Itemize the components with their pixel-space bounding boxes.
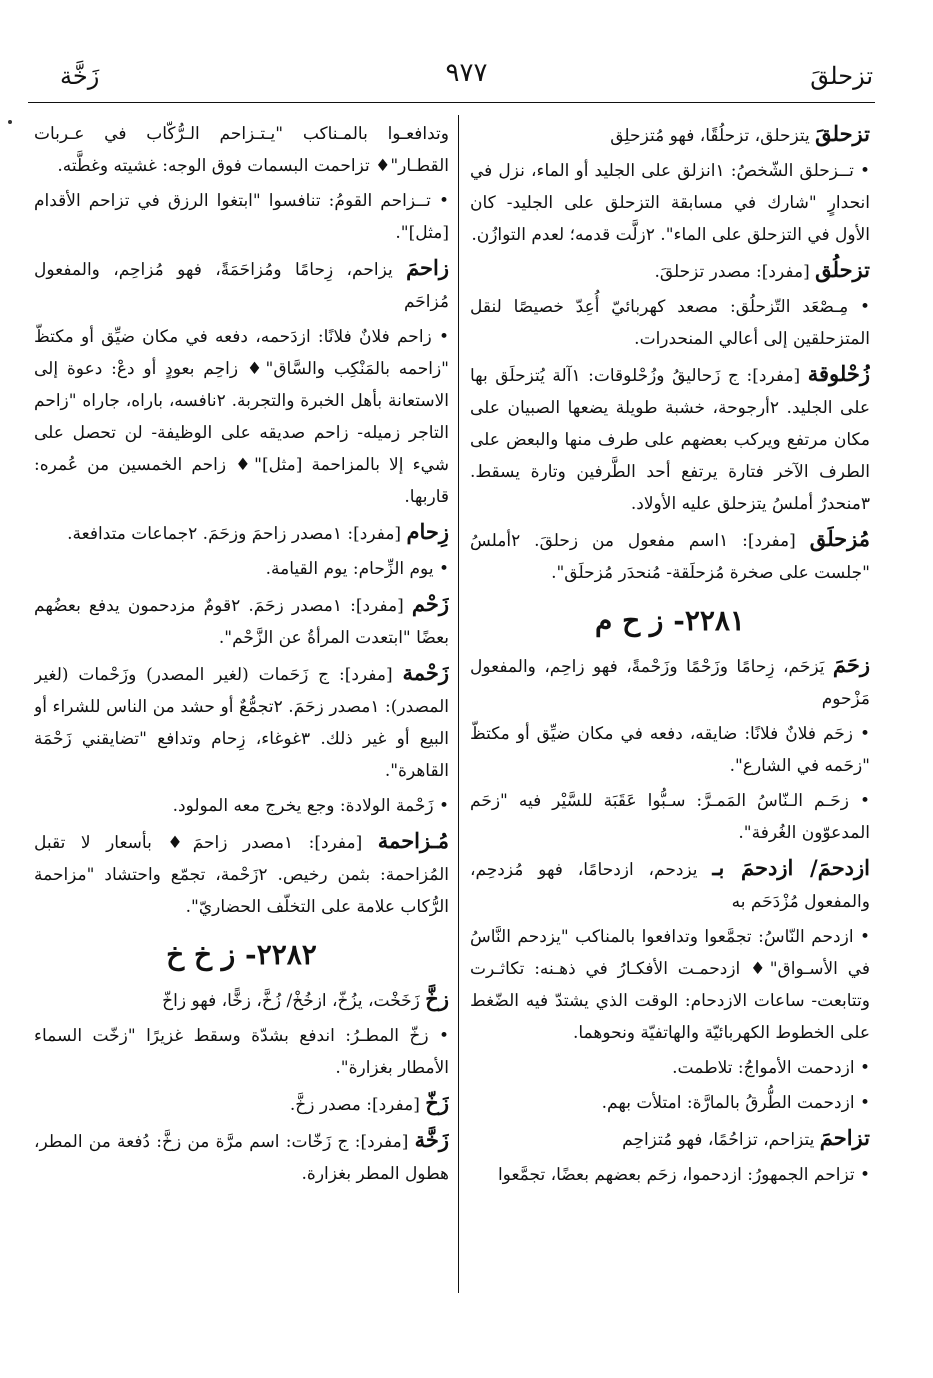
entry-text: • زحَم فلانٌ فلانًا: ضايقه، دفعه في مكان ضيِّق أو مكتظّ "زحَمه في الشارع". — [470, 724, 870, 776]
entry-text: [مفرد]: مصدر تزحلقَ. — [654, 262, 816, 282]
dictionary-entry — [470, 649, 870, 715]
dictionary-entry — [470, 1159, 870, 1191]
headword: زِحام — [406, 519, 449, 544]
dictionary-entry — [34, 1020, 449, 1084]
dictionary-entry — [470, 291, 870, 355]
dictionary-entry — [470, 1122, 870, 1156]
headword: تزحلُق — [815, 257, 870, 282]
dictionary-entry — [34, 1087, 449, 1121]
entry-text: • زحَـم الـنّاسُ المَمـرَّ: سـبُّوا عَقَبَة للسَّيْر فيه "زحَم المدعوّون الغُرفة". — [470, 791, 870, 843]
page-number: ٩٧٧ — [445, 58, 488, 88]
entry-text: • ازدحم النّاسُ: تجمَّعوا وتدافعوا بالمناكب "يزدحم النَّاسُ في الأسـواق"♦ ازدحمـت الأفكـارُ في ذهـنه: تكاثـرت وتتابعت- ساعات الازدحام: الوقت الذي يشتدّ فيه الضّغط على الخطوط الكهربائيّة والهاتفيّة ونحوهما. — [470, 927, 870, 1043]
entry-text: [مفرد]: ١مصدر زاحمَ وزحَمَ. ٢جماعات متدافعة. — [67, 524, 407, 544]
dictionary-entry — [470, 118, 870, 152]
headword: مُزحلَق — [809, 526, 870, 551]
dictionary-entry — [34, 321, 449, 513]
entry-text: وتدافعـوا بالمـناكب "يـتـزاحم الـرُّكّاب في عـربات القطـار"♦ تزاحمت البسمات فوق الوجه: غشيته وغطَّته. — [34, 124, 449, 176]
entry-text: • تــزحلق الشّخصُ: ١انزلق على الجليد أو الماء، نزل في انحدارٍ "شارك في مسابقة التزحلق على الجليد- كان الأول في التزحلق على الماء". ٢زلَّت قدمه؛ لعدم التوازُن. — [470, 161, 870, 245]
dictionary-entry — [34, 553, 449, 585]
dictionary-entry — [34, 118, 449, 182]
dictionary-entry — [34, 825, 449, 923]
headword: تزاحمَ — [819, 1125, 870, 1150]
section-heading: ٢٢٨٢- ز خ خ — [166, 938, 317, 971]
guide-word-left: زَخَّة — [60, 62, 100, 90]
headword: زخَّ — [425, 986, 449, 1011]
entry-text: • ازدحمت الأمواجُ: تلاطمت. — [672, 1058, 870, 1078]
dictionary-entry — [470, 358, 870, 520]
headword: زاحمَ — [406, 255, 449, 280]
headword: زُحْلوقة — [807, 361, 870, 386]
headword: زَحْم — [411, 591, 449, 616]
headword: تزحلقَ — [815, 121, 870, 146]
entry-text: يزاحم، زِحامًا ومُزاحَمَةً، فهو مُزاحِم، والمفعول مُزاحَم — [34, 260, 449, 312]
headword: ازدحمَ/ ازدحمَ بـ — [712, 855, 870, 880]
headword: مُـزاحمة — [377, 828, 449, 853]
dictionary-entry — [34, 1124, 449, 1190]
entry-text: • تزاحم الجمهورُ: ازدحموا، زحَم بعضهم بعضًا، تجمَّعوا — [497, 1165, 870, 1185]
dictionary-entry — [470, 1087, 870, 1119]
dictionary-entry — [470, 1052, 870, 1084]
entry-text: • زخّ المطـرُ: اندفع بشدّة وسقط غزيرًا "زخّت السماء الأمطار بغزارة". — [34, 1026, 449, 1078]
entry-text: يتزحلق، تزحلُقًا، فهو مُتزحلِق — [610, 126, 816, 146]
headword: زَخَّة — [414, 1127, 449, 1152]
headword: زَخّ — [425, 1090, 449, 1115]
entry-text: • يوم الزِّحام: يوم القيامة. — [265, 559, 449, 579]
dictionary-entry — [470, 523, 870, 589]
entry-text: • ازدحمت الطُّرقُ بالمارَّة: امتلأت بهم. — [601, 1093, 870, 1113]
entry-text: يزدحم، ازدحامًا، فهو مُزدحِم، والمفعول مُزْدَحَم به — [470, 860, 870, 912]
dictionary-entry — [34, 516, 449, 550]
page-header — [0, 0, 933, 105]
headword: زَحْمة — [402, 660, 449, 685]
entry-text: [مفرد]: ج زَحاليقُ وزُحْلوقات: ١آلة يُتزحلَق بها على الجليد. ٢أرجوحة، خشبة طويلة يضعها الصبيان على مكان مرتفع ويركب بعضهم على طرف منها والبعض على الطرف الآخر فتارة يرتفع أحد الطَّرفين وتارة يسقط. ٣منحدرٌ أملسُ يتزحلق عليه الأولاد. — [470, 366, 870, 514]
right-column — [470, 118, 870, 1290]
header-rule — [28, 102, 875, 103]
entry-text: • مِـصْعَد التّزحلُق: مصعد كهربائيّ أُعِدّ خصيصًا لنقل المتزحلقين إلى أعالي المنحدرات. — [470, 297, 870, 349]
left-column — [34, 118, 449, 1290]
entry-text: [مفرد]: ١مصدر زحَمَ. ٢قومٌ مزدحمون يدفع بعضُهم بعضًا "ابتعدت المرأةُ عن الزَّحْم". — [34, 596, 449, 648]
dictionary-entry — [34, 657, 449, 787]
entry-text: [مفرد]: ج زَحَمات (لغير المصدر) وزَحْمات (لغير المصدر): ١مصدر زحَمَ. ٢تجمُّعٌ أو حشد من الناس للشراء أو البيع أو غير ذلك. ٣غوغاء، زِحام وتدافع "تضايقني زَحْمَة القاهرة". — [34, 665, 449, 781]
dictionary-entry — [470, 785, 870, 849]
dictionary-entry — [470, 852, 870, 918]
entry-text: يَزحَم، زِحامًا وزَحْمًا وزَحْمةً، فهو زاحِم، والمفعول مَزْحوم — [470, 657, 870, 709]
dictionary-entry — [34, 185, 449, 249]
entry-text: • زَحْمة الولادة: وجع يخرج معه المولود. — [172, 796, 449, 816]
column-divider — [458, 115, 459, 1293]
dictionary-entry — [34, 588, 449, 654]
dictionary-entry — [470, 921, 870, 1049]
entry-text: [مفرد]: ١مصدر زاحمَ♦ بأسعار لا تقبل المُزاحمة: بثمن رخيص. ٢زَحْمة، تجمّع واحتشاد "مزاحمة الرُّكاب علامة على التخلّف الحضاريّ". — [34, 833, 449, 917]
guide-word-right: تزحلقَ — [810, 62, 873, 90]
section-heading: ٢٢٨١- ز ح م — [595, 604, 745, 637]
dictionary-entry — [34, 790, 449, 822]
entry-text: [مفرد]: مصدر زخَّ. — [289, 1095, 426, 1115]
dictionary-entry — [34, 252, 449, 318]
dictionary-entry — [34, 983, 449, 1017]
entry-text: • تــزاحم القومُ: تنافسوا "ابتغوا الرزق في تزاحم الأقدام [مثل]". — [34, 191, 449, 243]
entry-text: [مفرد]: ١اسم مفعول من زحلقَ. ٢أملسُ "جلست على صخرة مُزحلَقة- مُنحدَر مُزحلَق". — [470, 531, 870, 583]
entry-text: • زاحم فلانٌ فلانًا: ازدَحمه، دفعه في مكان ضيِّق أو مكتظّ "زاحمه بالمَنْكِب والسَّاق"♦ زاحِم بعودٍ أو دعْ: دعوة إلى الاستعانة بأهل الخبرة والتجربة. ٢نافسه، باراه، جاراه "زاحم التاجر زميله- زاحم صديقه على الوظيفة- لن تحصل على شيء إلا بالمزاحمة [مثل]"♦ زاحم الخمسين من عُمره: قاربها. — [34, 327, 449, 507]
margin-dot — [8, 120, 12, 124]
dictionary-entry — [470, 718, 870, 782]
headword: زحَمَ — [832, 652, 870, 677]
entry-text: زَخَخْت، يزُخّ، ازخُخْ/ زُخَّ، زخًّا، فهو زاخّ — [162, 991, 426, 1011]
dictionary-entry — [470, 155, 870, 251]
entry-text: يتزاحم، تزاحُمًا، فهو مُتزاحِم — [622, 1130, 820, 1150]
entry-text: [مفرد]: ج زَخّات: اسم مرَّة من زخَّ: دُفعة من المطر، هطول المطر بغزارة. — [34, 1132, 449, 1184]
dictionary-entry — [470, 254, 870, 288]
